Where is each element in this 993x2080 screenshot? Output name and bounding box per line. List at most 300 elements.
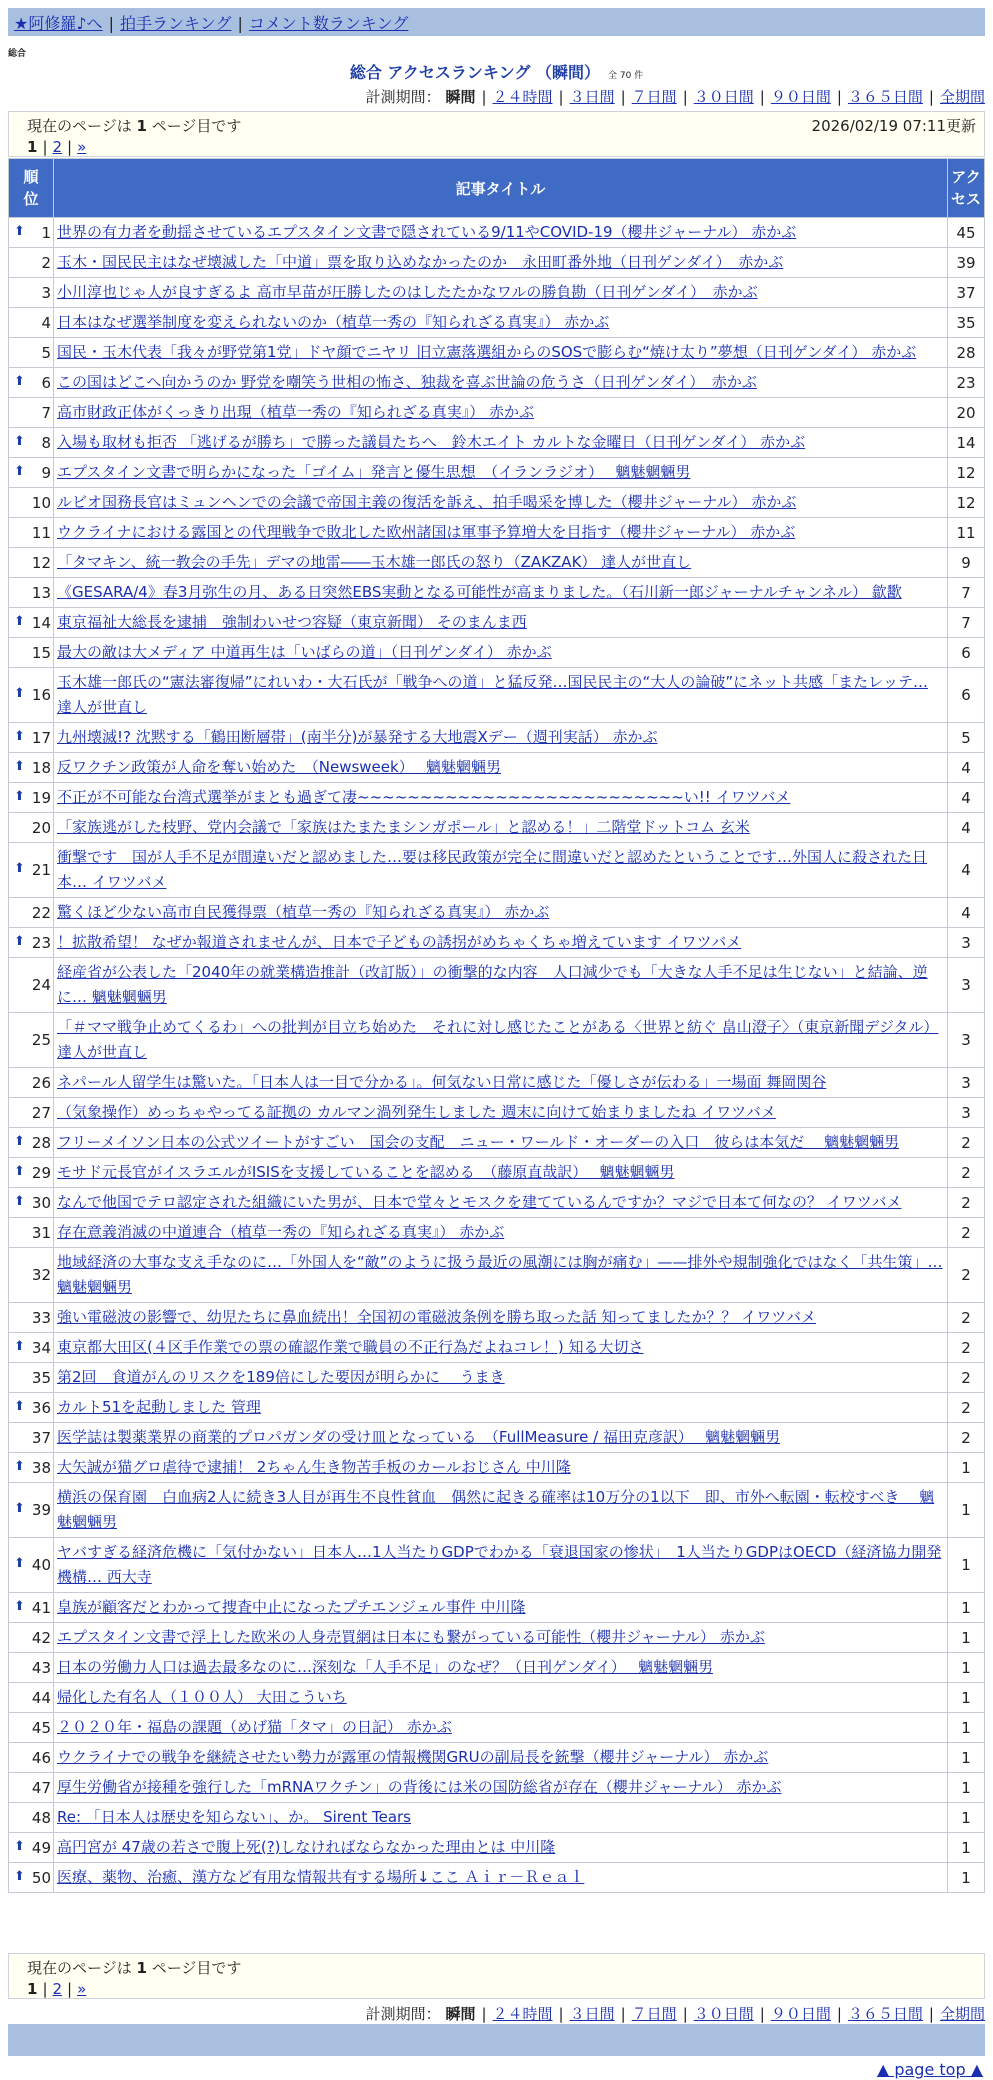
title-cell — [54, 548, 948, 578]
article-link[interactable]: エプスタイン文書で浮上した欧米の人身売買網は日本にも繋がっている可能性（櫻井ジャーナル） 赤かぶ — [57, 1628, 765, 1646]
updated-timestamp: 2026/02/19 07:11更新 — [811, 117, 976, 135]
title-cell — [54, 813, 948, 843]
rank-number: 6 — [41, 373, 51, 392]
pager-top: 1 | 2 | » — [27, 138, 87, 156]
rank-cell — [9, 813, 54, 843]
access-count: 1 — [948, 1773, 985, 1803]
title-cell — [54, 1863, 948, 1893]
rank-up-arrow-icon: ⬆ — [14, 1598, 25, 1614]
rank-cell — [9, 1303, 54, 1333]
article-link[interactable]: ２０２０年・福島の課題（めげ猫「タマ」の日記） 赤かぶ — [57, 1718, 452, 1736]
access-count: 39 — [948, 248, 985, 278]
access-count: 2 — [948, 1333, 985, 1363]
access-count: 12 — [948, 488, 985, 518]
title-cell — [54, 1393, 948, 1423]
access-count: 1 — [948, 1683, 985, 1713]
rank-up-arrow-icon: ⬆ — [14, 788, 25, 804]
rank-cell — [9, 1623, 54, 1653]
rank-number: 11 — [31, 523, 51, 542]
page-info-text: 現在のページは 1 ページ目です — [27, 1959, 242, 1977]
rank-up-arrow-icon: ⬆ — [14, 433, 25, 449]
article-link[interactable]: ！拡散希望！ なぜか報道されませんが、日本で子どもの誘拐がめちゃくちゃ増えています イワツバメ — [57, 933, 742, 951]
period-link-90d[interactable]: ９０日間 — [770, 2005, 831, 2023]
nav-link-comment-ranking[interactable]: コメント数ランキング — [248, 14, 409, 33]
rank-cell — [9, 578, 54, 608]
article-link[interactable]: 日本はなぜ選挙制度を変えられないのか（植草一秀の『知られざる真実』） 赤かぶ — [57, 313, 610, 331]
rank-number: 41 — [31, 1598, 51, 1617]
rank-cell — [9, 638, 54, 668]
table-row — [9, 248, 985, 278]
title-cell — [54, 1538, 948, 1593]
rank-cell — [9, 928, 54, 958]
access-count: 11 — [948, 518, 985, 548]
title-cell — [54, 488, 948, 518]
rank-number: 27 — [31, 1103, 51, 1122]
rank-cell — [9, 1013, 54, 1068]
article-link[interactable]: 不正が不可能な台湾式選挙がまとも過ぎて凄~~~~~~~~~~~~~~~~~~~~~~~~~~い!! イワツバメ — [57, 788, 791, 806]
article-link[interactable]: 入場も取材も拒否 「逃げるが勝ち」で勝った議員たちへ 鈴木エイト カルトな金曜日（日刊ゲンダイ） 赤かぶ — [57, 433, 806, 451]
rank-cell — [9, 308, 54, 338]
title-cell — [54, 308, 948, 338]
rank-cell — [9, 458, 54, 488]
rank-number: 44 — [31, 1688, 51, 1707]
rank-number: 33 — [31, 1308, 51, 1327]
article-link[interactable]: Re: 「日本人は歴史を知らない」、か。 Sirent Tears — [57, 1808, 411, 1826]
rank-cell — [9, 1248, 54, 1303]
article-link[interactable]: 驚くほど少ない高市自民獲得票（植草一秀の『知られざる真実』） 赤かぶ — [57, 903, 550, 921]
access-count: 1 — [948, 1803, 985, 1833]
period-link-365d[interactable]: ３６５日間 — [847, 88, 923, 106]
rank-number: 8 — [41, 433, 51, 452]
access-count: 23 — [948, 368, 985, 398]
access-count: 1 — [948, 1593, 985, 1623]
article-link[interactable]: 経産省が公表した「2040年の就業構造推計（改訂版）」の衝撃的な内容 人口減少でも「大きな人手不足は生じない」と結論、逆に… 魑魅魍魎男 — [57, 963, 928, 1006]
title-cell — [54, 1713, 948, 1743]
rank-cell — [9, 1773, 54, 1803]
title-cell — [54, 458, 948, 488]
period-link-24h[interactable]: ２４時間 — [492, 2005, 553, 2023]
article-link[interactable]: 高円宮が 47歳の若さで腹上死(?)しなければならなかった理由とは 中川隆 — [57, 1838, 556, 1856]
table-row — [9, 1538, 985, 1593]
page-info-bottom — [8, 1953, 985, 1999]
article-link[interactable]: ヤバすぎる経済危機に「気付かない」日本人…1人当たりGDPでわかる「衰退国家の惨状」 1人当たりGDPはOECD（経済協力開発機構… 西大寺 — [57, 1543, 942, 1586]
table-row — [9, 1653, 985, 1683]
table-row — [9, 1593, 985, 1623]
article-link[interactable]: 医療、薬物、治癒、漢方など有用な情報共有する場所↓ここ Ａｉｒ－Ｒｅａｌ — [57, 1868, 585, 1886]
rank-up-arrow-icon: ⬆ — [14, 613, 25, 629]
rank-up-arrow-icon: ⬆ — [14, 1556, 25, 1571]
table-row — [9, 1098, 985, 1128]
title-cell — [54, 518, 948, 548]
title-cell — [54, 1363, 948, 1393]
table-row — [9, 638, 985, 668]
period-link-7d[interactable]: ７日間 — [631, 2005, 677, 2023]
title-cell — [54, 958, 948, 1013]
rank-cell — [9, 1218, 54, 1248]
period-link-3d[interactable]: ３日間 — [569, 88, 615, 106]
article-link[interactable]: ネパール人留学生は驚いた。「日本人は一目で分かる」。何気ない日常に感じた「優しさが伝わる」一場面 舞岡関谷 — [57, 1073, 827, 1091]
rank-number: 29 — [31, 1163, 51, 1182]
rank-up-arrow-icon: ⬆ — [14, 686, 25, 701]
rank-number: 37 — [31, 1428, 51, 1447]
rank-up-arrow-icon: ⬆ — [14, 1398, 25, 1414]
rank-number: 31 — [31, 1223, 51, 1242]
period-link-30d[interactable]: ３０日間 — [693, 88, 754, 106]
pager-link-page-2[interactable]: 2 — [52, 138, 63, 156]
category-label: 総合 — [8, 49, 27, 59]
article-link[interactable]: ウクライナでの戦争を継続させたい勢力が露軍の情報機関GRUの副局長を銃撃（櫻井ジャーナル） 赤かぶ — [57, 1748, 769, 1766]
access-count: 3 — [948, 1098, 985, 1128]
rank-number: 2 — [41, 253, 51, 272]
title-cell — [54, 608, 948, 638]
rank-up-arrow-icon: ⬆ — [14, 1163, 25, 1179]
rank-number: 15 — [31, 643, 51, 662]
table-row — [9, 1188, 985, 1218]
article-link[interactable]: 厚生労働省が接種を強行した「mRNAワクチン」の背後には米の国防総省が存在（櫻井ジャーナル） 赤かぶ — [57, 1778, 782, 1796]
rank-number: 34 — [31, 1338, 51, 1357]
rank-number: 26 — [31, 1073, 51, 1092]
table-row — [9, 1863, 985, 1893]
rank-up-arrow-icon: ⬆ — [14, 373, 25, 389]
title-cell — [54, 278, 948, 308]
table-row — [9, 1218, 985, 1248]
article-link[interactable]: 「タマキン、統一教会の手先」デマの地雷――玉木雄一郎氏の怒り（ZAKZAK） 達人が世直し — [57, 553, 692, 571]
nav-link-clap-ranking[interactable]: 拍手ランキング — [119, 14, 232, 33]
title-cell — [54, 1653, 948, 1683]
rank-number: 46 — [31, 1748, 51, 1767]
rank-number: 10 — [31, 493, 51, 512]
article-link[interactable]: 強い電磁波の影響で、幼児たちに鼻血続出！全国初の電磁波条例を勝ち取った話 知ってましたか？？ イワツバメ — [57, 1308, 816, 1326]
access-count: 2 — [948, 1248, 985, 1303]
rank-cell — [9, 783, 54, 813]
access-count: 9 — [948, 548, 985, 578]
rank-number: 12 — [31, 553, 51, 572]
rank-number: 35 — [31, 1368, 51, 1387]
pager-link-page-2[interactable]: 2 — [52, 1980, 63, 1998]
article-link[interactable]: フリーメイソン日本の公式ツイートがすごい 国会の支配 ニュー・ワールド・オーダーの入口 彼らは本気だ 魑魅魍魎男 — [57, 1133, 900, 1151]
title-cell — [54, 1128, 948, 1158]
access-count: 3 — [948, 1068, 985, 1098]
column-header-rank: 順位 — [9, 159, 54, 218]
article-link[interactable]: 大矢誠が猫グロ虐待で逮捕！ 2ちゃん生き物苦手板のカールおじさん 中川隆 — [57, 1458, 571, 1476]
table-row — [9, 608, 985, 638]
title-cell — [54, 783, 948, 813]
access-count: 1 — [948, 1623, 985, 1653]
rank-number: 9 — [41, 463, 51, 482]
article-link[interactable]: 《GESARA/4》春3月弥生の月、ある日突然EBS実動となる可能性が高まりました。（石川新一郎ジャーナルチャンネル） 歙歠 — [57, 583, 902, 601]
rank-cell — [9, 1653, 54, 1683]
period-link-30d[interactable]: ３０日間 — [693, 2005, 754, 2023]
period-current: 瞬間 — [445, 2005, 476, 2023]
access-count: 45 — [948, 218, 985, 248]
table-row — [9, 488, 985, 518]
pager-next[interactable]: » — [77, 1980, 87, 1998]
pager-current-page: 1 — [27, 1980, 38, 1998]
article-link[interactable]: 世界の有力者を動揺させているエプスタイン文書で隠されている9/11やCOVID-19（櫻井ジャーナル） 赤かぶ — [57, 223, 797, 241]
column-header-count: アクセス — [948, 159, 985, 218]
article-link[interactable]: 皇族が顧客だとわかって捜査中止になったプチエンジェル事件 中川隆 — [57, 1598, 526, 1616]
access-count: 1 — [948, 1453, 985, 1483]
rank-cell — [9, 1863, 54, 1893]
table-row — [9, 308, 985, 338]
article-link[interactable]: なんで他国でテロ認定された組織にいた男が、日本で堂々とモスクを建てているんですか？マジで日本て何なの？ イワツバメ — [57, 1193, 902, 1211]
pager-bottom: 1 | 2 | » — [27, 1980, 87, 1998]
total-count: 全 70 件 — [608, 71, 644, 81]
page-info-text: 現在のページは 1 ページ目です — [27, 117, 242, 135]
access-count: 28 — [948, 338, 985, 368]
article-link[interactable]: モサド元長官がイスラエルがISISを支援していることを認める （藤原直哉訳） 魑魅魍魎男 — [57, 1163, 675, 1181]
article-link[interactable]: 最大の敵は大メディア 中道再生は「いばらの道」（日刊ゲンダイ） 赤かぶ — [57, 643, 552, 661]
article-link[interactable]: （気象操作）めっちゃやってる証拠の カルマン渦列発生しました 週末に向けて始まりましたね イワツバメ — [57, 1103, 776, 1121]
access-count: 1 — [948, 1538, 985, 1593]
rank-number: 3 — [41, 283, 51, 302]
title-cell — [54, 1743, 948, 1773]
rank-cell — [9, 1538, 54, 1593]
rank-cell — [9, 488, 54, 518]
article-link[interactable]: 玉木雄一郎氏の“憲法審復帰”にれいわ・大石氏が「戦争への道」と猛反発…国民民主の“大人の論破”にネット共感「またレッテ… 達人が世直し — [57, 673, 928, 716]
rank-up-arrow-icon: ⬆ — [14, 1133, 25, 1149]
rank-number: 30 — [31, 1193, 51, 1212]
title-cell — [54, 1013, 948, 1068]
table-row — [9, 1303, 985, 1333]
pager-next[interactable]: » — [77, 138, 87, 156]
article-link[interactable]: 玉木・国民民主はなぜ壊滅した「中道」票を取り込めなかったのか 永田町番外地（日刊ゲンダイ） 赤かぶ — [57, 253, 784, 271]
rank-number: 7 — [41, 403, 51, 422]
rank-number: 38 — [31, 1458, 51, 1477]
table-row — [9, 578, 985, 608]
period-link-3d[interactable]: ３日間 — [569, 2005, 615, 2023]
access-count: 2 — [948, 1128, 985, 1158]
article-link[interactable]: この国はどこへ向かうのか 野党を嘲笑う世相の怖さ、独裁を喜ぶ世論の危うさ（日刊ゲンダイ） 赤かぶ — [57, 373, 757, 391]
access-count: 2 — [948, 1303, 985, 1333]
period-label: 計測期間： — [365, 2005, 441, 2023]
table-row — [9, 338, 985, 368]
title-cell — [54, 1833, 948, 1863]
rank-number: 32 — [31, 1266, 51, 1284]
table-row — [9, 1773, 985, 1803]
article-link[interactable]: ウクライナにおける露国との代理戦争で敗北した欧州諸国は軍事予算増大を目指す（櫻井ジャーナル） 赤かぶ — [57, 523, 796, 541]
table-row — [9, 1623, 985, 1653]
article-link[interactable]: 小川淳也じゃ人が良すぎるよ 高市早苗が圧勝したのはしたたかなワルの勝負勘（日刊ゲンダイ） 赤かぶ — [57, 283, 758, 301]
title-cell — [54, 668, 948, 723]
access-count: 1 — [948, 1713, 985, 1743]
title-cell — [54, 638, 948, 668]
rank-number: 20 — [31, 818, 51, 837]
rank-number: 39 — [31, 1501, 51, 1519]
rank-up-arrow-icon: ⬆ — [14, 1838, 25, 1854]
period-link-90d[interactable]: ９０日間 — [770, 88, 831, 106]
table-row — [9, 1683, 985, 1713]
article-link[interactable]: 「＃ママ戦争止めてくるわ」への批判が目立ち始めた それに対し感じたことがある〈世界と紡ぐ 畠山澄子〉（東京新聞デジタル） 達人が世直し — [57, 1018, 939, 1061]
article-link[interactable]: 医学誌は製薬業界の商業的プロパガンダの受け皿となっている （FullMeasure / 福田克彦訳） 魑魅魍魎男 — [57, 1428, 781, 1446]
access-count: 35 — [948, 308, 985, 338]
rank-up-arrow-icon: ⬆ — [14, 223, 25, 239]
rank-number: 24 — [31, 976, 51, 994]
period-link-365d[interactable]: ３６５日間 — [847, 2005, 923, 2023]
rank-number: 14 — [31, 613, 51, 632]
rank-number: 5 — [41, 343, 51, 362]
title-cell — [54, 1803, 948, 1833]
rank-cell — [9, 1483, 54, 1538]
rank-cell — [9, 1713, 54, 1743]
access-count: 7 — [948, 608, 985, 638]
table-row — [9, 813, 985, 843]
rank-cell — [9, 248, 54, 278]
table-row — [9, 1713, 985, 1743]
access-count: 14 — [948, 428, 985, 458]
article-link[interactable]: 地域経済の大事な支え手なのに…「外国人を“敵”のように扱う最近の風潮には胸が痛む」——排外や規制強化ではなく「共生策」… 魑魅魍魎男 — [57, 1253, 943, 1296]
access-count: 2 — [948, 1393, 985, 1423]
access-count: 4 — [948, 783, 985, 813]
rank-number: 22 — [31, 903, 51, 922]
rank-number: 25 — [31, 1031, 51, 1049]
top-nav-bar — [8, 8, 985, 36]
access-count: 2 — [948, 1423, 985, 1453]
rank-cell — [9, 1363, 54, 1393]
rank-number: 45 — [31, 1718, 51, 1737]
period-link-7d[interactable]: ７日間 — [631, 88, 677, 106]
ranking-heading — [0, 60, 993, 83]
rank-cell — [9, 608, 54, 638]
article-link[interactable]: ルビオ国務長官はミュンヘンでの会議で帝国主義の復活を訴え、拍手喝采を博した（櫻井ジャーナル） 赤かぶ — [57, 493, 797, 511]
article-link[interactable]: 反ワクチン政策が人命を奪い始めた （Newsweek） 魑魅魍魎男 — [57, 758, 501, 776]
access-count: 4 — [948, 753, 985, 783]
period-label: 計測期間： — [365, 88, 441, 106]
article-link[interactable]: 九州壊滅!? 沈黙する「鶴田断層帯」(南半分)が暴発する大地震Xデー（週刊実話） 赤かぶ — [57, 728, 658, 746]
title-cell — [54, 898, 948, 928]
article-link[interactable]: 東京福祉大総長を逮捕 強制わいせつ容疑（東京新聞） そのまんま西 — [57, 613, 527, 631]
article-link[interactable]: 存在意義消滅の中道連合（植草一秀の『知られざる真実』） 赤かぶ — [57, 1223, 505, 1241]
article-link[interactable]: 国民・玉木代表「我々が野党第1党」ドヤ顔でニヤリ 旧立憲落選組からのSOSで膨らむ“焼け太り”夢想（日刊ゲンダイ） 赤かぶ — [57, 343, 917, 361]
rank-number: 17 — [31, 728, 51, 747]
rank-cell — [9, 338, 54, 368]
table-row — [9, 783, 985, 813]
table-row — [9, 1803, 985, 1833]
article-link[interactable]: 帰化した有名人（１００人） 大田こういち — [57, 1688, 347, 1706]
table-row — [9, 723, 985, 753]
title-cell — [54, 723, 948, 753]
access-count: 1 — [948, 1833, 985, 1863]
period-selector-top: 計測期間： 瞬間 | ２４時間 | ３日間 | ７日間 | ３０日間 | ９０日間 | ３６５日間 | 全期間 — [365, 88, 985, 106]
article-link[interactable]: 高市財政正体がくっきり出現（植草一秀の『知られざる真実』） 赤かぶ — [57, 403, 534, 421]
rank-cell — [9, 218, 54, 248]
article-link[interactable]: 東京都大田区(４区手作業での票の確認作業で職員の不正行為だよねコレ！) 知る大切さ — [57, 1338, 644, 1356]
rank-up-arrow-icon: ⬆ — [14, 1501, 25, 1516]
access-count: 2 — [948, 1218, 985, 1248]
rank-cell — [9, 843, 54, 898]
rank-number: 47 — [31, 1778, 51, 1797]
access-count: 1 — [948, 1653, 985, 1683]
rank-cell — [9, 1188, 54, 1218]
rank-cell — [9, 898, 54, 928]
rank-up-arrow-icon: ⬆ — [14, 933, 25, 949]
period-link-all[interactable]: 全期間 — [939, 88, 985, 106]
table-row — [9, 1833, 985, 1863]
rank-up-arrow-icon: ⬆ — [14, 463, 25, 479]
rank-cell — [9, 753, 54, 783]
table-row — [9, 1333, 985, 1363]
table-row — [9, 1128, 985, 1158]
article-link[interactable]: エプスタイン文書で明らかになった「ゴイム」発言と優生思想 （イランラジオ） 魑魅魍魎男 — [57, 463, 691, 481]
article-link[interactable]: カルト51を起動しました 管理 — [57, 1398, 261, 1416]
ranking-table-body — [9, 218, 985, 1893]
rank-cell — [9, 958, 54, 1013]
access-count: 4 — [948, 843, 985, 898]
title-cell — [54, 1158, 948, 1188]
rank-number: 18 — [31, 758, 51, 777]
table-row — [9, 753, 985, 783]
rank-number: 4 — [41, 313, 51, 332]
rank-number: 42 — [31, 1628, 51, 1647]
access-count: 4 — [948, 813, 985, 843]
rank-cell — [9, 1068, 54, 1098]
table-row — [9, 1363, 985, 1393]
table-row — [9, 1423, 985, 1453]
period-selector-bottom: 計測期間： 瞬間 | ２４時間 | ３日間 | ７日間 | ３０日間 | ９０日間 | ３６５日間 | 全期間 — [365, 2005, 985, 2023]
access-count: 2 — [948, 1188, 985, 1218]
title-cell — [54, 843, 948, 898]
column-header-title: 記事タイトル — [54, 159, 948, 218]
article-link[interactable]: 「家族逃がした枝野、党内会議で「家族はたまたまシンガポール」と認める！」二階堂ドットコム 玄米 — [57, 818, 750, 836]
page-top-link[interactable]: ▲ page top ▲ — [876, 2060, 983, 2079]
rank-number: 48 — [31, 1808, 51, 1827]
rank-cell — [9, 1333, 54, 1363]
table-row — [9, 1453, 985, 1483]
nav-link-home[interactable]: ★阿修羅♪へ — [14, 14, 103, 33]
table-row — [9, 1248, 985, 1303]
page-title: 総合 アクセスランキング （瞬間） — [349, 63, 600, 82]
title-cell — [54, 1218, 948, 1248]
access-count: 6 — [948, 668, 985, 723]
rank-cell — [9, 1833, 54, 1863]
rank-up-arrow-icon: ⬆ — [14, 1458, 25, 1474]
article-link[interactable]: 第2回 食道がんのリスクを189倍にした要因が明らかに うまき — [57, 1368, 505, 1386]
footer-bar — [8, 2024, 985, 2056]
article-link[interactable]: 横浜の保育園 白血病2人に続き3人目が再生不良性貧血 偶然に起きる確率は10万分の1以下 即、市外へ転園・転校すべき 魑魅魍魎男 — [57, 1488, 935, 1531]
rank-cell — [9, 548, 54, 578]
rank-up-arrow-icon: ⬆ — [14, 1193, 25, 1209]
rank-number: 19 — [31, 788, 51, 807]
title-cell — [54, 928, 948, 958]
nav-separator: | — [237, 14, 243, 33]
rank-cell — [9, 668, 54, 723]
article-link[interactable]: 日本の労働力人口は過去最多なのに…深刻な「人手不足」のなぜ？（日刊ゲンダイ） 魑魅魍魎男 — [57, 1658, 714, 1676]
title-cell — [54, 398, 948, 428]
table-row — [9, 398, 985, 428]
rank-number: 43 — [31, 1658, 51, 1677]
title-cell — [54, 578, 948, 608]
period-link-24h[interactable]: ２４時間 — [492, 88, 553, 106]
page-top-wrap — [877, 2060, 983, 2079]
period-link-all[interactable]: 全期間 — [939, 2005, 985, 2023]
title-cell — [54, 1453, 948, 1483]
table-row — [9, 668, 985, 723]
rank-number: 40 — [31, 1556, 51, 1574]
access-count: 2 — [948, 1158, 985, 1188]
title-cell — [54, 368, 948, 398]
table-row — [9, 958, 985, 1013]
table-row — [9, 928, 985, 958]
rank-up-arrow-icon: ⬆ — [14, 1338, 25, 1354]
access-count: 1 — [948, 1743, 985, 1773]
rank-number: 49 — [31, 1838, 51, 1857]
table-row — [9, 898, 985, 928]
rank-cell — [9, 1393, 54, 1423]
rank-cell — [9, 723, 54, 753]
table-row — [9, 1393, 985, 1423]
title-cell — [54, 1423, 948, 1453]
article-link[interactable]: 衝撃です 国が人手不足が間違いだと認めました…要は移民政策が完全に間違いだと認めたということです…外国人に殺された日本… イワツバメ — [57, 848, 928, 891]
